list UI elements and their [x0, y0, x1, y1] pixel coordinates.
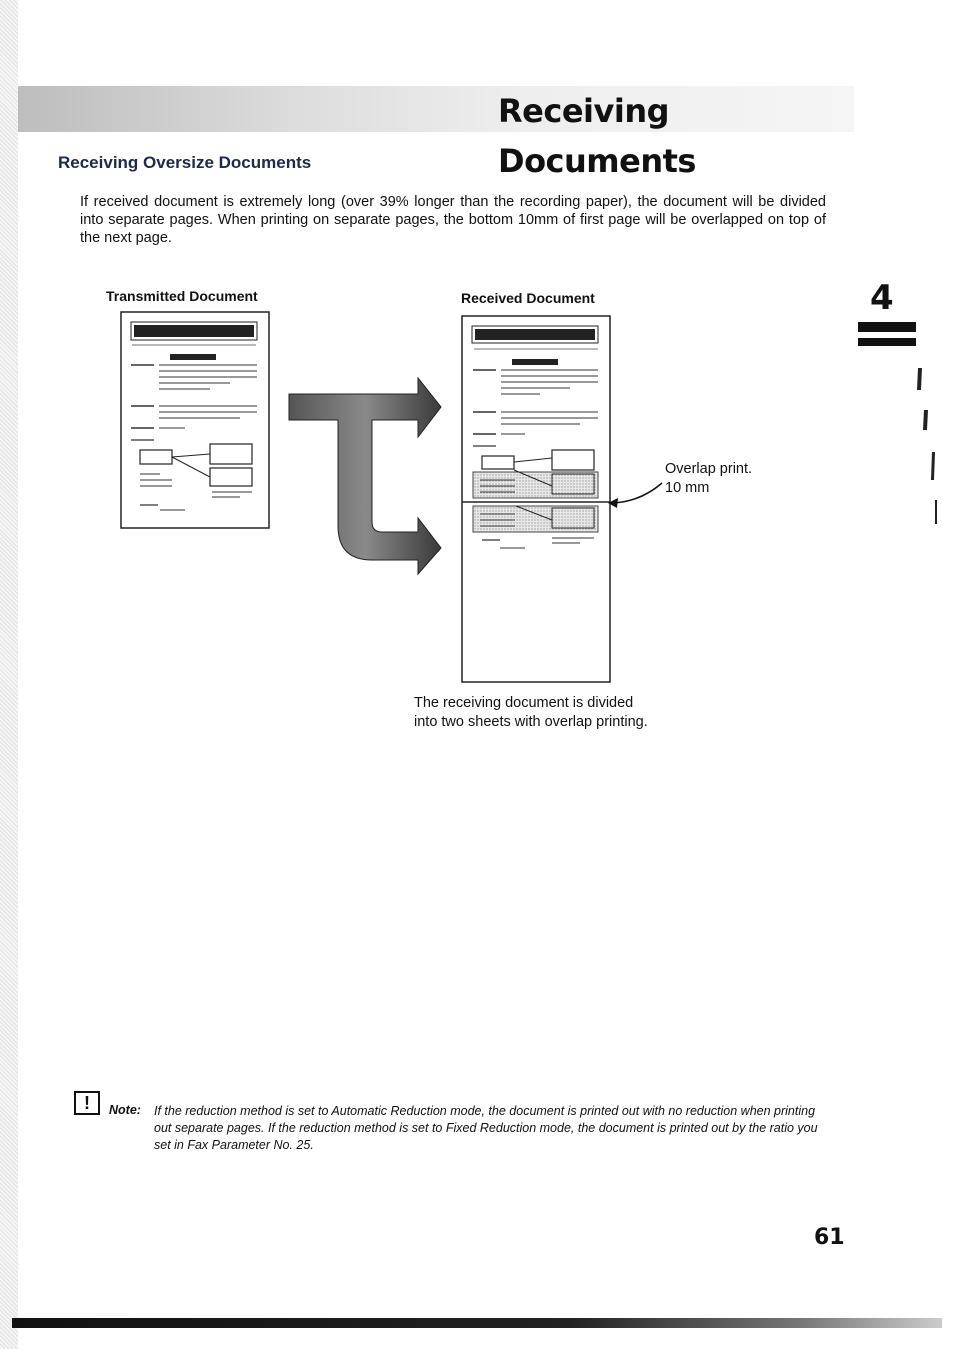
- transmitted-document-sheet: [121, 312, 269, 528]
- diagram-caption: [414, 694, 648, 732]
- note-label: Note:: [109, 1103, 141, 1117]
- chapter-bar-top: [858, 322, 916, 332]
- note-text: If the reduction method is set to Automatic Reduction mode, the document is printed out with no reduction when printing out separate pages. If the reduction method is set to Fixed Reduction mode, the document is printed out by the ratio you set in Fax Parameter No. 25.: [154, 1104, 818, 1152]
- page-title: Receiving Documents: [498, 92, 696, 180]
- diagram-caption-line1: The receiving document is divided: [414, 695, 634, 711]
- overlap-label-line1: Overlap print.: [665, 461, 753, 477]
- chapter-tab-marks: [917, 368, 936, 524]
- overlap-label: [665, 460, 752, 498]
- split-arrow: [289, 378, 441, 574]
- received-document-label: Received Document: [461, 290, 595, 306]
- chapter-bar-bottom: [858, 338, 916, 346]
- transmitted-document-label: Transmitted Document: [106, 288, 258, 304]
- section-title: Receiving Oversize Documents: [58, 153, 312, 172]
- intro-paragraph: If received document is extremely long (over 39% longer than the recording paper), the document will be divided into separate pages. When printing on separate pages, the bottom 10mm of first page will be overlapped on top of the next page.: [80, 194, 826, 246]
- overlap-pointer: [608, 483, 662, 508]
- chapter-number: 4: [870, 278, 894, 318]
- footer-rule: [12, 1318, 942, 1328]
- received-document-sheet: [462, 316, 610, 682]
- page-number: 61: [814, 1225, 845, 1250]
- overlap-label-line2: 10 mm: [665, 480, 710, 496]
- diagram-caption-line2: into two sheets with overlap printing.: [414, 714, 648, 730]
- note-icon: !: [74, 1091, 100, 1115]
